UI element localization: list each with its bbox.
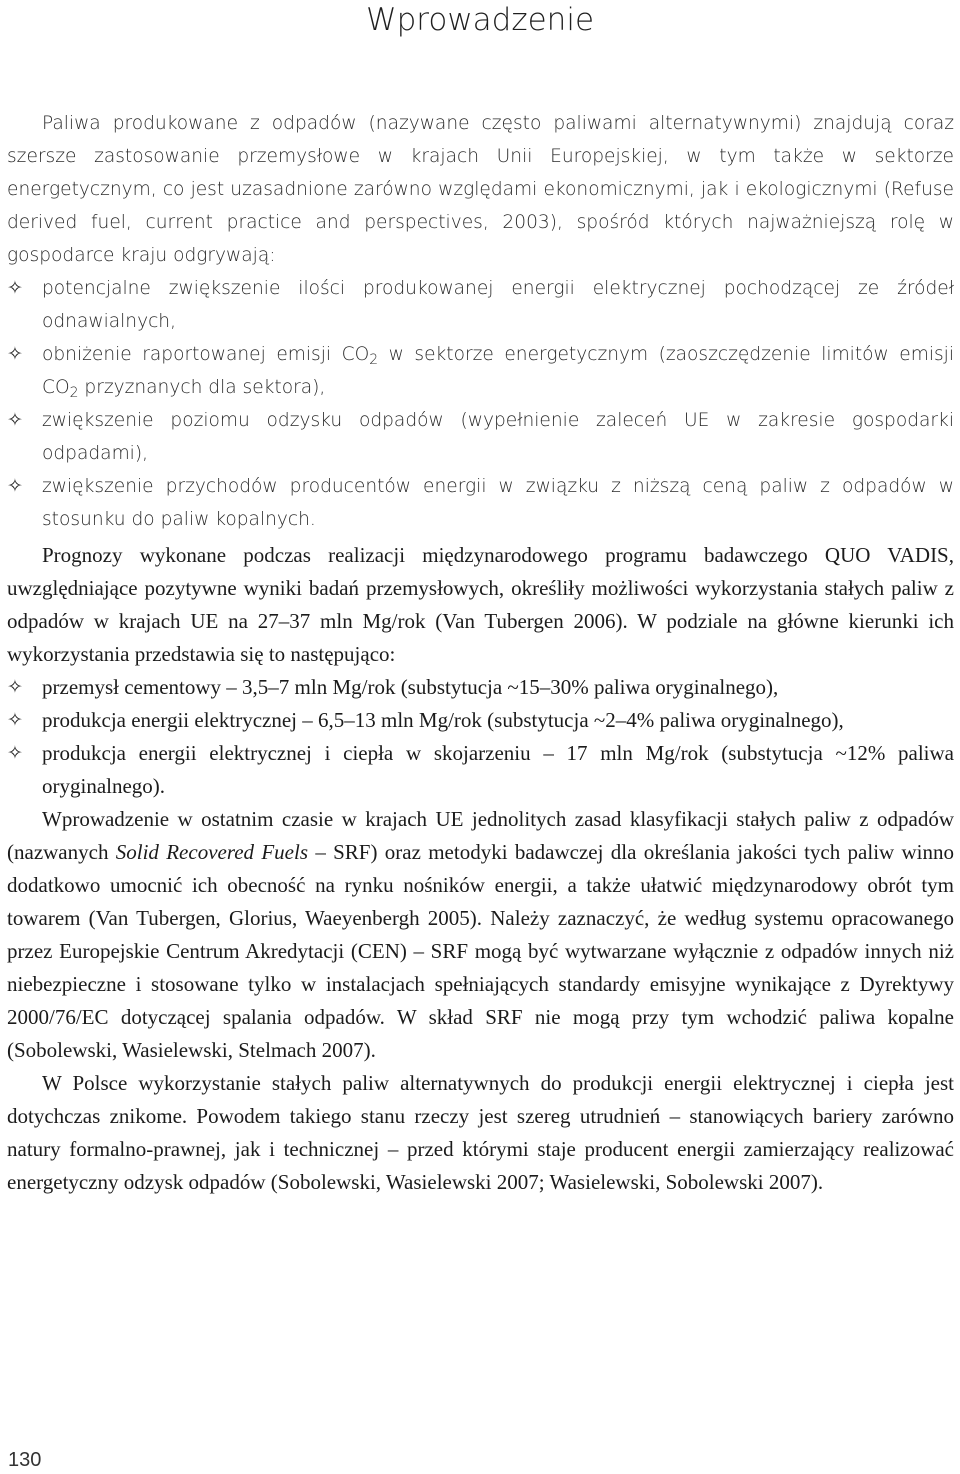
intro-section bbox=[7, 107, 954, 536]
intro-paragraph: Paliwa produkowane z odpadów (nazywane często paliwami alternatywnymi) znajdują coraz szersze zastosowanie przemysłowe w krajach Unii Europejskiej, w tym także w sektorze energetycznym, co jest uzasadnione zarówno względami ekonomicznymi, jak i ekologicznymi (Refuse derived fuel, current practice and perspectives, 2003), spośród których najważniejszą rolę w gospodarce kraju odgrywają: bbox=[7, 113, 954, 266]
list-item-text: potencjalne zwiększenie ilości produkowanej energii elektrycznej pochodzącej ze źródeł odnawialnych, bbox=[42, 278, 954, 332]
list-item-text: produkcja energii elektrycznej – 6,5–13 mln Mg/rok (substytucja ~2–4% paliwa oryginalnego), bbox=[42, 708, 844, 732]
list-item-text: zwiększenie przychodów producentów energii w związku z niższą ceną paliw z odpadów w stosunku do paliw kopalnych. bbox=[42, 476, 954, 530]
srf-paragraph: Wprowadzenie w ostatnim czasie w krajach UE jednolitych zasad klasyfikacji stałych paliw z odpadów (nazwanych Solid Recovered Fuels – SRF) oraz metodyki badawczej dla określania jakości tych paliw winno dodatkowo umocnić ich obecność na rynku nośników energii, a także ułatwić międzynarodowy obrót tym towarem (Van Tubergen, Glorius, Waeyenbergh 2005). Należy zaznaczyć, że według systemu opracowanego przez Europejskie Centrum Akredytacji (CEN) – SRF mogą być wytwarzane wyłącznie z odpadów innych niż niebezpieczne i stosowane tylko w instalacjach spełniających standardy emisyjne wynikające z Dyrektywy 2000/76/EC dotyczącej spalania odpadów. W skład SRF nie mogą przy tym wchodzić paliwa kopalne (Sobolewski, Wasielewski, Stelmach 2007). bbox=[7, 807, 954, 1062]
list-item-text: obniżenie raportowanej emisji $CO_2$ w sektorze energetycznym (zaoszczędzenie limitów emisji $CO_2$ przyznanych dla sektora), bbox=[42, 344, 954, 402]
usage-list bbox=[7, 671, 954, 803]
benefits-list bbox=[7, 272, 954, 536]
four-point-star-outline-icon: ✧ bbox=[7, 742, 23, 764]
four-point-star-outline-icon: ✧ bbox=[7, 709, 23, 731]
four-point-star-outline-icon: ✧ bbox=[7, 409, 23, 431]
list-item bbox=[7, 272, 954, 338]
four-point-star-outline-icon: ✧ bbox=[7, 676, 23, 698]
srf-term: Solid Recovered Fuels bbox=[115, 840, 309, 864]
prognoses-paragraph: Prognozy wykonane podczas realizacji międzynarodowego programu badawczego QUO VADIS, uwzględniające pozytywne wyniki badań przemysłowych, określiły możliwości wykorzystania stałych paliw z odpadów w krajach UE na 27–37 mln Mg/rok (Van Tubergen 2006). W podziale na główne kierunki ich wykorzystania przedstawia się to następująco: bbox=[7, 543, 954, 666]
list-item-text: zwiększenie poziomu odzysku odpadów (wypełnienie zaleceń UE w zakresie gospodarki odpadami), bbox=[42, 410, 954, 464]
four-point-star-outline-icon: ✧ bbox=[7, 475, 23, 497]
list-item bbox=[7, 338, 954, 404]
four-point-star-outline-icon: ✧ bbox=[7, 277, 23, 299]
main-text-section bbox=[7, 539, 954, 1199]
list-item bbox=[7, 704, 954, 737]
list-item bbox=[7, 470, 954, 536]
page-number: 130 bbox=[8, 1449, 42, 1471]
subscript: 2 bbox=[369, 352, 379, 369]
list-item-text: przemysł cementowy – 3,5–7 mln Mg/rok (substytucja ~15–30% paliwa oryginalnego), bbox=[42, 675, 779, 699]
list-item bbox=[7, 404, 954, 470]
list-item-text: produkcja energii elektrycznej i ciepła w skojarzeniu – 17 mln Mg/rok (substytucja ~12% paliwa oryginalnego). bbox=[42, 741, 954, 798]
list-item bbox=[7, 737, 954, 803]
page-title: Wprowadzenie bbox=[365, 2, 595, 38]
list-item bbox=[7, 671, 954, 704]
subscript: 2 bbox=[69, 385, 79, 402]
four-point-star-outline-icon: ✧ bbox=[7, 343, 23, 365]
poland-paragraph: W Polsce wykorzystanie stałych paliw alternatywnych do produkcji energii elektrycznej i ciepła jest dotychczas znikome. Powodem takiego stanu rzeczy jest szereg utrudnień – stanowiących bariery zarówno natury formalno-prawnej, jak i technicznej – przed którymi staje producent energii zamierzający realizować energetyczny odzysk odpadów (Sobolewski, Wasielewski 2007; Wasielewski, Sobolewski 2007). bbox=[7, 1071, 954, 1194]
